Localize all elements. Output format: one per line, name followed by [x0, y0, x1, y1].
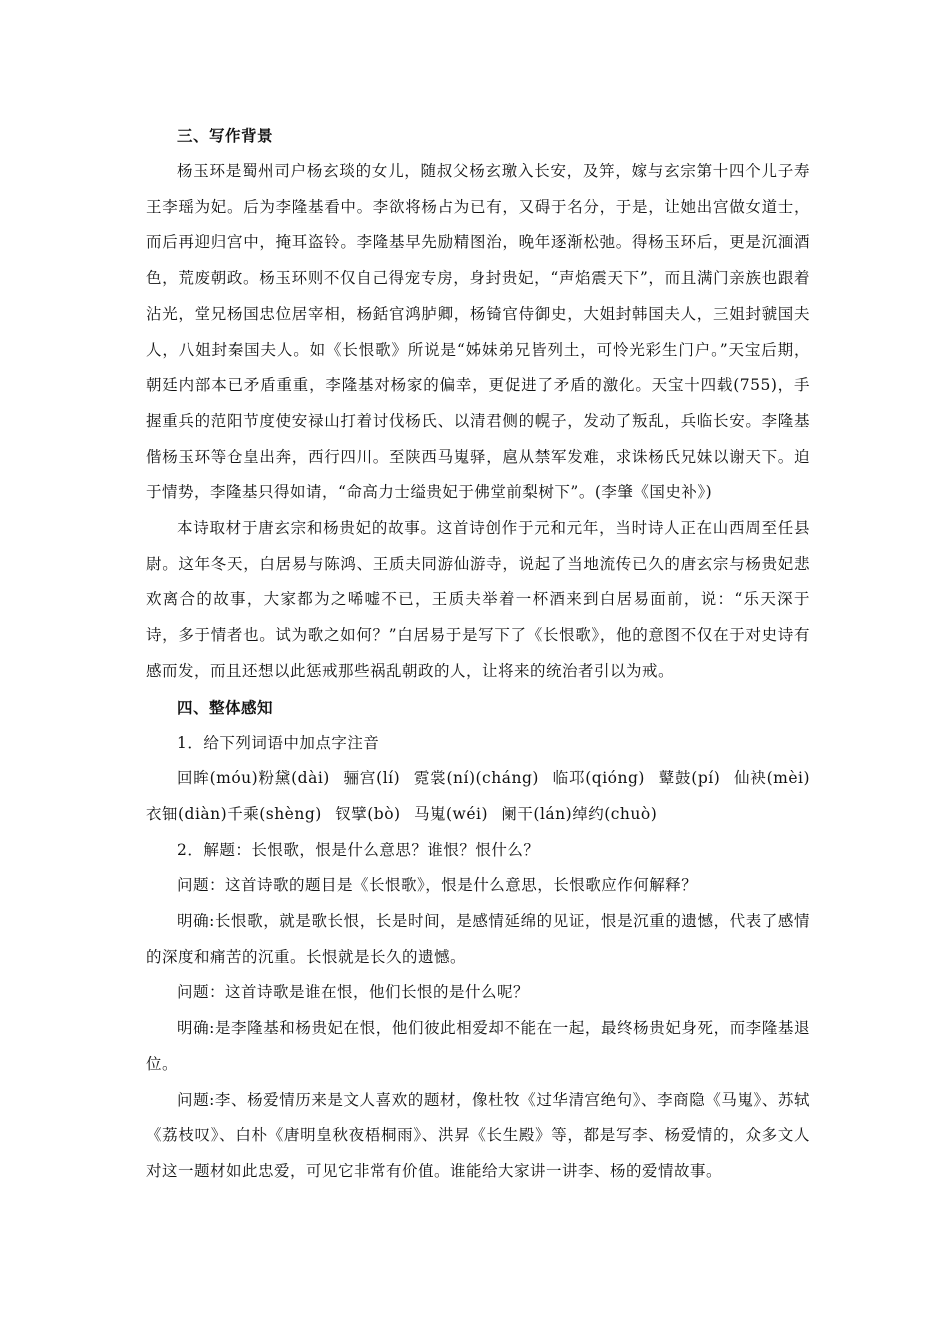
background-paragraph-2: 本诗取材于唐玄宗和杨贵妃的故事。这首诗创作于元和元年，当时诗人正在山西周至任县尉。这年冬天，白居易与陈鸿、王质夫同游仙游寺，说起了当地流传已久的唐玄宗与杨贵妃悲欢离合的故事，大家都为之唏嘘不已，王质夫举着一杯酒来到白居易面前，说：“乐天深于诗，多于情者也。试为歌之如何？”白居易于是写下了《长恨歌》，他的意图不仅在于对史诗有感而发，而且还想以此惩戒那些祸乱朝政的人，让将来的统治者引以为戒。 — [146, 519, 810, 680]
problem-2: 问题：这首诗歌是谁在恨，他们长恨的是什么呢？ — [177, 983, 530, 1002]
answer-1: 明确:长恨歌，就是歌长恨，长是时间，是感情延绵的见证，恨是沉重的遗憾，代表了感情的深度和痛苦的沉重。长恨就是长久的遗憾。 — [146, 912, 810, 966]
section-heading-background: 三、写作背景 — [177, 127, 274, 145]
question-1: 1．给下列词语中加点字注音 — [177, 733, 380, 752]
pinyin-list: 回眸(móu)粉黛(dài) 骊宫(lí) 霓裳(ní)(cháng) 临邛(qióng) 鼙鼓(pí) 仙袂(mèi) 衣钿(diàn)千乘(shèng) 钗擘(bò) 马嵬(wéi) 阑干(lán)绰约(chuò) — [146, 769, 810, 823]
background-paragraph-1: 杨玉环是蜀州司户杨玄琰的女儿，随叔父杨玄璬入长安，及笄，嫁与玄宗第十四个儿子寿王李瑶为妃。后为李隆基看中。李欲将杨占为已有，又碍于名分，于是，让她出宫做女道士，而后再迎归宫中，掩耳盗铃。李隆基早先励精图治，晚年逐渐松弛。得杨玉环后，更是沉湎酒色，荒废朝政。杨玉环则不仅自己得宠专房，身封贵妃，“声焰震天下”，而且满门亲族也跟着沾光，堂兄杨国忠位居宰相，杨銛官鸿胪卿，杨锜官侍御史，大姐封韩国夫人，三姐封虢国夫人，八姐封秦国夫人。如《长恨歌》所说是“姊妹弟兄皆列土，可怜光彩生门户。”天宝后期，朝廷内部本已矛盾重重，李隆基对杨家的偏幸，更促进了矛盾的激化。天宝十四载(755)，手握重兵的范阳节度使安禄山打着讨伐杨氏、以清君侧的幌子，发动了叛乱，兵临长安。李隆基偕杨玉环等仓皇出奔，西行四川。至陕西马嵬驿，扈从禁军发难，求诛杨氏兄妹以谢天下。迫于情势，李隆基只得如请，“命高力士缢贵妃于佛堂前梨树下”。(李肇《国史补》) — [146, 162, 810, 502]
section-heading-overview: 四、整体感知 — [177, 698, 274, 717]
answer-2: 明确:是李隆基和杨贵妃在恨，他们彼此相爱却不能在一起，最终杨贵妃身死，而李隆基退位。 — [146, 1019, 810, 1073]
document-page — [146, 118, 810, 1190]
problem-1: 问题：这首诗歌的题目是《长恨歌》，恨是什么意思，长恨歌应作何解释？ — [177, 876, 698, 895]
problem-3: 问题:李、杨爱情历来是文人喜欢的题材，像杜牧《过华清宫绝句》、李商隐《马嵬》、苏轼《荔枝叹》、白朴《唐明皇秋夜梧桐雨》、洪昇《长生殿》等，都是写李、杨爱情的，众多文人对这一题材如此忠爱，可见它非常有价值。谁能给大家讲一讲李、杨的爱情故事。 — [146, 1090, 810, 1180]
question-2: 2．解题：长恨歌，恨是什么意思？谁恨？恨什么？ — [177, 840, 540, 859]
